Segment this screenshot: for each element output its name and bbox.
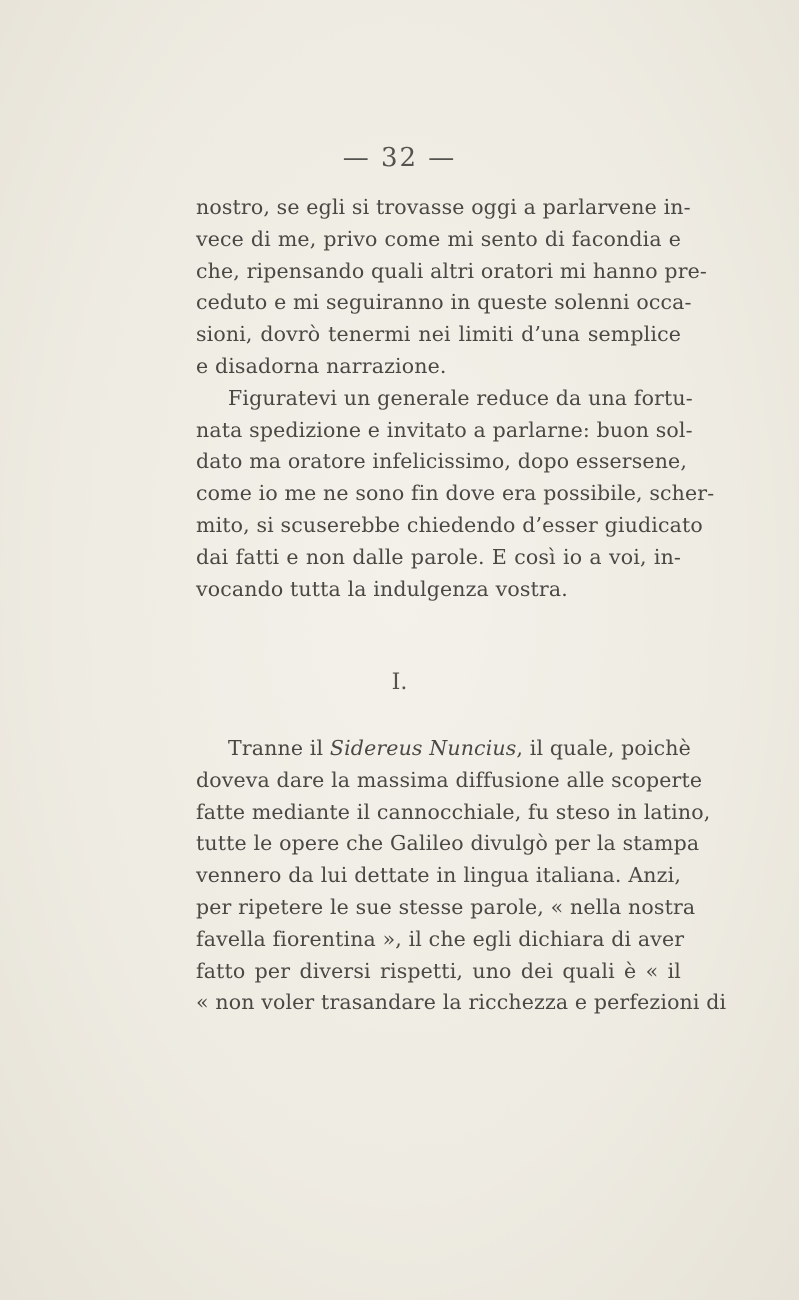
text-line: come io me ne sono fin dove era possibile, scher-: [196, 481, 715, 506]
book-title-italic: Sidereus Nuncius: [329, 736, 517, 760]
text-line: nata spedizione e invitato a parlarne: buon sol-: [196, 417, 693, 442]
text-line: e disadorna narrazione.: [196, 353, 447, 378]
text-line-first: [196, 733, 691, 765]
text-line: che, ripensando quali altri oratori mi hanno pre-: [196, 258, 708, 283]
page-number: — 32 —: [342, 143, 457, 173]
text-line: vennero da lui dettate in lingua italiana. Anzi,: [196, 863, 681, 888]
text-line: vece di me, privo come mi sento di facondia e: [196, 226, 681, 251]
text-line: mito, si scuserebbe chiedendo d’esser giudicato: [196, 512, 703, 537]
text-line: nostro, se egli si trovasse oggi a parlarvene in-: [196, 195, 691, 219]
text-line: sioni, dovrò tenermi nei limiti d’una semplice: [196, 322, 681, 347]
text-fragment: , il quale, poichè: [516, 736, 691, 760]
text-line: doveva dare la massima diffusione alle scoperte: [196, 767, 703, 792]
text-line: dato ma oratore infelicissimo, dopo essersene,: [196, 449, 688, 474]
text-line: favella fiorentina », il che egli dichiara di aver: [196, 926, 685, 951]
text-line: « non voler trasandare la ricchezza e perfezioni di: [196, 990, 727, 1015]
text-line: vocando tutta la indulgenza vostra.: [196, 576, 568, 601]
text-line: fatte mediante il cannocchiale, fu steso in latino,: [196, 799, 711, 824]
paragraph-block-intro: [196, 192, 715, 605]
text-line: fatto per diversi rispetti, uno dei quali è « il: [196, 958, 681, 983]
text-line: tutte le opere che Galileo divulgò per la stampa: [196, 831, 700, 856]
text-line: ceduto e mi seguiranno in queste solenni occa-: [196, 290, 692, 315]
section-heading: I.: [391, 670, 408, 695]
text-line: dai fatti e non dalle parole. E così io a voi, in-: [196, 544, 681, 569]
paragraph-block-section-1: [196, 733, 727, 1019]
text-fragment: Tranne il: [228, 736, 330, 760]
text-line: Figuratevi un generale reduce da una fortu-: [228, 385, 693, 410]
text-line: per ripetere le sue stesse parole, « nella nostra: [196, 894, 696, 919]
